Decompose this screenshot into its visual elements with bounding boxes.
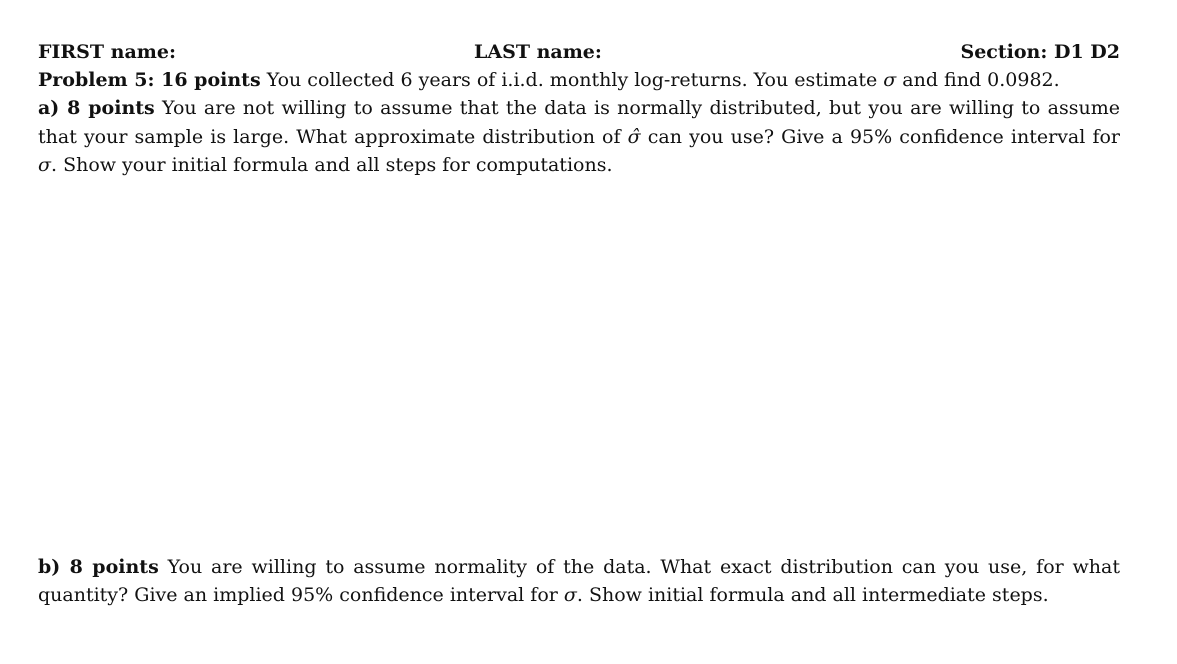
part-b-label: b) 8 points [38,556,159,579]
problem-text-2: and find 0.0982. [902,69,1060,91]
problem-statement [38,66,1120,179]
part-a-text-1: You are not willing to assume that the data is normally distributed, but you are willing to assume that your sample is large. What approximate distribution of [38,97,1120,148]
answer-space-a[interactable] [38,179,1120,553]
section-label: Section: D1 D2 [960,41,1120,63]
problem-text-1: You collected 6 years of i.i.d. monthly log-returns. You estimate [266,69,878,91]
part-a-text-2: can you use? Give a 95% confidence interval for [647,125,1120,148]
sigma-symbol: σ [563,584,577,607]
sigma-symbol: σ [38,153,51,176]
part-b-statement [38,553,1120,610]
problem-title: Problem 5: 16 points [38,69,261,91]
first-name-label: FIRST name: [38,41,176,63]
sigma-symbol: σ [883,69,897,91]
last-name-label: LAST name: [474,41,602,63]
sigma-hat-symbol: σ̂ [627,125,641,148]
part-a-text-3: . Show your initial formula and all steps for computations. [50,153,613,176]
exam-page [38,38,1120,610]
header-row [38,38,1120,66]
part-b-text-1: You are willing to assume normality of the data. What exact distribution can you use, for what quantity? Give an implied 95% confidence interval for [38,556,1121,607]
part-a-label: a) 8 points [38,97,155,120]
part-b-text-2: . Show initial formula and all intermediate steps. [576,584,1049,607]
